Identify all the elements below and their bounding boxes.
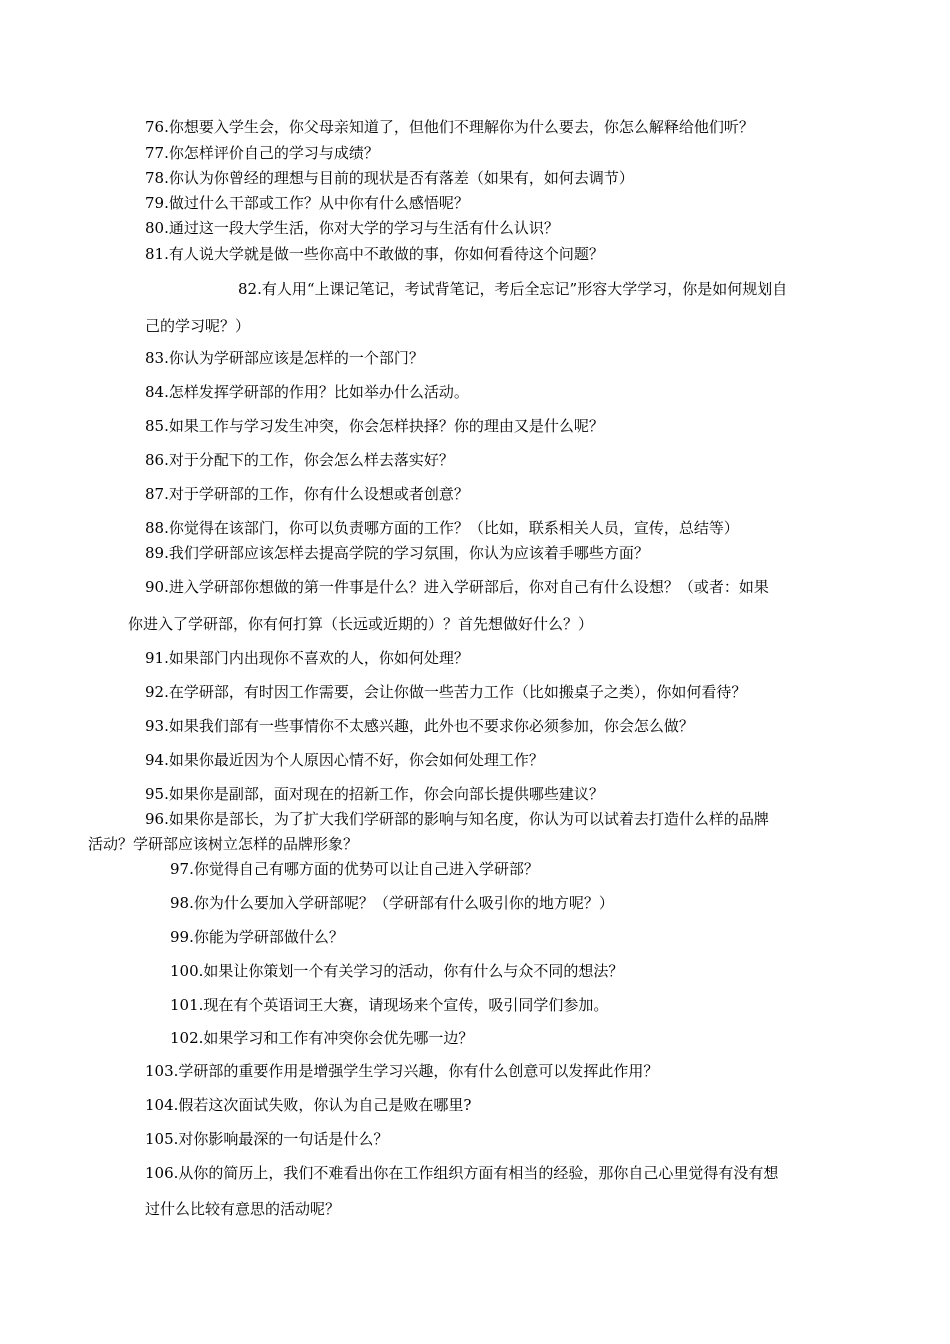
question-99: 99.你能为学研部做什么？ [170,928,344,946]
question-93: 93.如果我们部有一些事情你不太感兴趣，此外也不要求你必须参加，你会怎么做？ [145,717,694,735]
question-97: 97.你觉得自己有哪方面的优势可以让自己进入学研部？ [170,860,539,878]
question-77: 77.你怎样评价自己的学习与成绩？ [145,144,379,162]
question-83: 83.你认为学研部应该是怎样的一个部门？ [145,349,424,367]
question-106-continued: 过什么比较有意思的活动呢？ [145,1200,341,1218]
question-82: 82.有人用“上课记笔记，考试背笔记，考后全忘记”形容大学学习，你是如何规划自 [238,280,788,298]
question-95: 95.如果你是副部，面对现在的招新工作，你会向部长提供哪些建议？ [145,785,604,803]
question-105: 105.对你影响最深的一句话是什么？ [145,1130,389,1148]
question-92: 92.在学研部，有时因工作需要，会让你做一些苦力工作（比如搬桌子之类），你如何看待？ [145,683,747,701]
question-96: 96.如果你是部长，为了扩大我们学研部的影响与知名度，你认为可以试着去打造什么样的品牌 [145,810,769,828]
question-89: 89.我们学研部应该怎样去提高学院的学习氛围，你认为应该着手哪些方面？ [145,544,649,562]
question-91: 91.如果部门内出现你不喜欢的人，你如何处理？ [145,649,469,667]
question-102: 102.如果学习和工作有冲突你会优先哪一边？ [170,1029,474,1047]
question-76: 76.你想要入学生会，你父母亲知道了，但他们不理解你为什么要去，你怎么解释给他们听？ [145,118,754,136]
question-88: 88.你觉得在该部门，你可以负责哪方面的工作？（比如，联系相关人员，宣传，总结等） [145,519,739,537]
question-81: 81.有人说大学就是做一些你高中不敢做的事，你如何看待这个问题？ [145,245,604,263]
question-80: 80.通过这一段大学生活，你对大学的学习与生活有什么认识？ [145,219,559,237]
question-86: 86.对于分配下的工作，你会怎么样去落实好？ [145,451,454,469]
question-87: 87.对于学研部的工作，你有什么设想或者创意？ [145,485,469,503]
question-79: 79.做过什么干部或工作？从中你有什么感悟呢？ [145,194,469,212]
question-100: 100.如果让你策划一个有关学习的活动，你有什么与众不同的想法？ [170,962,624,980]
question-78: 78.你认为你曾经的理想与目前的现状是否有落差（如果有，如何去调节） [145,169,634,187]
question-90-continued: 你进入了学研部，你有何打算（长远或近期的）？首先想做好什么？） [128,615,594,633]
question-82-continued: 己的学习呢？） [145,317,251,335]
question-101: 101.现在有个英语词王大赛，请现场来个宣传，吸引同学们参加。 [170,996,609,1014]
question-84: 84.怎样发挥学研部的作用？比如举办什么活动。 [145,383,469,401]
question-98: 98.你为什么要加入学研部呢？（学研部有什么吸引你的地方呢？） [170,894,614,912]
question-85: 85.如果工作与学习发生冲突，你会怎样抉择？你的理由又是什么呢？ [145,417,604,435]
question-94: 94.如果你最近因为个人原因心情不好，你会如何处理工作？ [145,751,544,769]
question-90: 90.进入学研部你想做的第一件事是什么？进入学研部后，你对自己有什么设想？（或者：如果 [145,578,769,596]
question-103: 103.学研部的重要作用是增强学生学习兴趣，你有什么创意可以发挥此作用？ [145,1062,659,1080]
question-96-continued: 活动？学研部应该树立怎样的品牌形象？ [88,835,359,853]
question-104: 104.假若这次面试失败，你认为自己是败在哪里? [145,1096,472,1114]
question-106: 106.从你的简历上，我们不难看出你在工作组织方面有相当的经验，那你自己心里觉得有没有想 [145,1164,779,1182]
